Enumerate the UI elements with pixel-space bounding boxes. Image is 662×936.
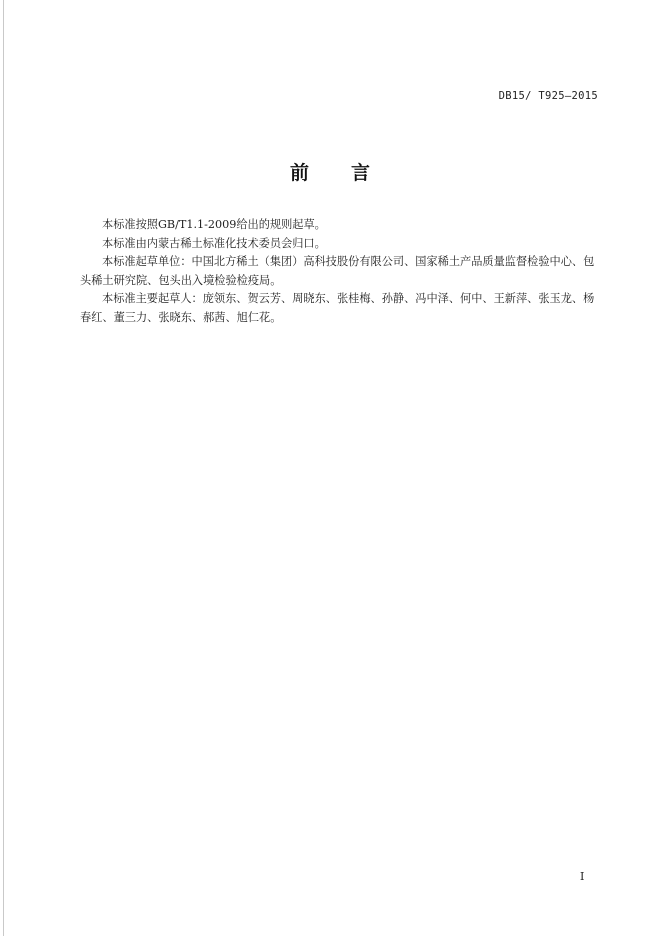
title-char-1: 前 (289, 162, 311, 184)
page-title (0, 158, 662, 185)
paragraph-drafting-rules: 本标准按照GB/T1.1-2009给出的规则起草。 (102, 218, 326, 231)
scan-edge-line (3, 0, 4, 936)
paragraph-drafting-units: 本标准起草单位：中国北方稀土（集团）高科技股份有限公司、国家稀土产品质量监督检验中心、包头稀土研究院、包头出入境检验检疫局。 (80, 255, 595, 287)
paragraph-committee: 本标准由内蒙古稀土标准化技术委员会归口。 (102, 236, 326, 250)
page-number: I (580, 870, 585, 883)
title-char-2: 言 (351, 162, 373, 184)
foreword-body (80, 216, 600, 328)
standard-code: DB15/ T925—2015 (498, 90, 598, 102)
paragraph-drafters: 本标准主要起草人：庞领东、贺云芳、周晓东、张桂梅、孙静、冯中泽、何中、王新萍、张玉龙、杨春红、董三力、张晓东、郝茜、旭仁花。 (80, 292, 595, 324)
